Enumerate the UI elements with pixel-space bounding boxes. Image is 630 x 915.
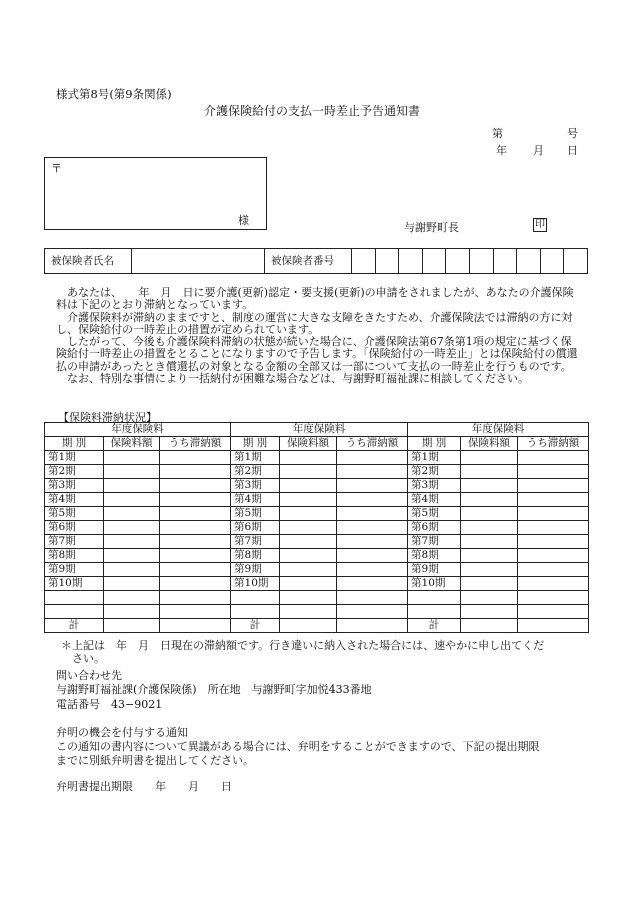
arrears-cell <box>518 451 589 465</box>
arrears-cell <box>337 577 408 591</box>
period-cell: 第5期 <box>408 507 461 521</box>
period-cell: 第1期 <box>231 451 280 465</box>
arrears-cell <box>337 465 408 479</box>
date-year: 年 <box>496 144 507 157</box>
amount-cell <box>104 535 160 549</box>
table-row <box>45 521 589 535</box>
amount-cell <box>104 591 160 605</box>
benmei-deadline: 弁明書提出期限 年 月 日 <box>56 780 232 793</box>
document-title: 介護保険給付の支払一時差止予告通知書 <box>204 104 421 118</box>
column-header: 保険料額 <box>280 437 337 451</box>
arrears-cell <box>160 605 231 619</box>
period-cell: 第10期 <box>45 577 104 591</box>
arrears-cell <box>518 493 589 507</box>
arrears-cell <box>160 563 231 577</box>
benmei-heading: 弁明の機会を付与する通知 <box>56 726 188 739</box>
amount-cell <box>280 521 337 535</box>
total-cell: 計 <box>231 619 280 633</box>
insured-number-digit <box>564 249 588 274</box>
amount-cell <box>104 493 160 507</box>
arrears-cell <box>160 493 231 507</box>
amount-cell <box>104 563 160 577</box>
amount-cell <box>461 465 518 479</box>
arrears-cell <box>518 591 589 605</box>
date-day: 日 <box>567 144 578 157</box>
amount-cell <box>280 535 337 549</box>
column-header: うち滞納額 <box>337 437 408 451</box>
period-cell: 第9期 <box>45 563 104 577</box>
period-cell: 第4期 <box>231 493 280 507</box>
arrears-cell <box>337 591 408 605</box>
amount-cell <box>280 507 337 521</box>
amount-cell <box>280 493 337 507</box>
amount-cell <box>461 619 518 633</box>
arrears-cell <box>160 619 231 633</box>
insured-number-digit <box>469 249 493 274</box>
amount-cell <box>104 465 160 479</box>
table-row <box>45 591 589 605</box>
form-number: 様式第8号(第9条関係) <box>56 87 172 101</box>
amount-cell <box>461 591 518 605</box>
body-paragraph: なお、特別な事情により一括納付が困難な場合などは、与謝野町福祉課に相談してください。 <box>67 372 529 386</box>
amount-cell <box>280 465 337 479</box>
year-header: 年度保険料 <box>231 423 408 437</box>
arrears-cell <box>160 577 231 591</box>
amount-cell <box>461 535 518 549</box>
insured-number-digit <box>352 249 376 274</box>
issuer-name: 与謝野町長 <box>404 221 459 234</box>
insured-info-table <box>44 248 588 274</box>
arrears-cell <box>337 563 408 577</box>
arrears-cell <box>337 535 408 549</box>
arrears-cell <box>160 465 231 479</box>
amount-cell <box>461 479 518 493</box>
arrears-cell <box>337 619 408 633</box>
note-line1: ＊上記は 年 月 日現在の滞納額です。行き違いに納入された場合には、速やかに申し出てくだ <box>61 639 545 652</box>
period-cell: 第10期 <box>231 577 280 591</box>
arrears-cell <box>160 451 231 465</box>
arrears-cell <box>518 577 589 591</box>
period-cell: 第1期 <box>45 451 104 465</box>
amount-cell <box>280 549 337 563</box>
table-row <box>45 535 589 549</box>
arrears-cell <box>337 521 408 535</box>
amount-cell <box>280 591 337 605</box>
arrears-cell <box>337 507 408 521</box>
arrears-table <box>44 422 589 633</box>
arrears-cell <box>160 507 231 521</box>
period-cell: 第7期 <box>45 535 104 549</box>
total-cell: 計 <box>408 619 461 633</box>
contact-heading: 問い合わせ先 <box>56 669 122 682</box>
table-row <box>45 507 589 521</box>
arrears-cell <box>160 549 231 563</box>
column-header: 保険料額 <box>461 437 518 451</box>
arrears-cell <box>518 479 589 493</box>
insured-number-digit <box>446 249 470 274</box>
table-row <box>45 577 589 591</box>
column-header: うち滞納額 <box>160 437 231 451</box>
period-cell: 第5期 <box>231 507 280 521</box>
period-cell: 第9期 <box>408 563 461 577</box>
amount-cell <box>280 563 337 577</box>
period-cell: 第7期 <box>408 535 461 549</box>
amount-cell <box>461 577 518 591</box>
amount-cell <box>104 605 160 619</box>
period-cell: 第5期 <box>45 507 104 521</box>
period-cell: 第10期 <box>408 577 461 591</box>
note-line2: さい。 <box>72 652 105 665</box>
amount-cell <box>280 577 337 591</box>
table-row <box>45 451 589 465</box>
arrears-cell <box>160 521 231 535</box>
amount-cell <box>461 451 518 465</box>
period-cell <box>231 591 280 605</box>
amount-cell <box>280 451 337 465</box>
arrears-cell <box>337 479 408 493</box>
insured-number-digit <box>493 249 517 274</box>
period-cell <box>231 605 280 619</box>
amount-cell <box>280 619 337 633</box>
arrears-cell <box>518 619 589 633</box>
period-cell: 第2期 <box>45 465 104 479</box>
period-cell <box>408 605 461 619</box>
contact-office: 与謝野町福祉課(介護保険係) 所在地 与謝野町字加悦433番地 <box>56 683 372 696</box>
period-cell: 第2期 <box>231 465 280 479</box>
column-header: 期 別 <box>45 437 104 451</box>
benmei-line2: までに別紙弁明書を提出してください。 <box>56 754 254 767</box>
insured-number-digit <box>399 249 423 274</box>
period-cell: 第7期 <box>231 535 280 549</box>
year-header: 年度保険料 <box>408 423 589 437</box>
amount-cell <box>280 605 337 619</box>
insured-name-field <box>132 249 265 274</box>
postal-mark: 〒 <box>51 162 62 175</box>
amount-cell <box>104 521 160 535</box>
table-row <box>45 479 589 493</box>
arrears-cell <box>518 549 589 563</box>
total-cell: 計 <box>45 619 104 633</box>
amount-cell <box>461 507 518 521</box>
period-cell: 第3期 <box>231 479 280 493</box>
insured-number-digit <box>540 249 564 274</box>
period-cell: 第4期 <box>45 493 104 507</box>
table-row <box>45 549 589 563</box>
insured-name-label: 被保険者氏名 <box>45 249 132 274</box>
arrears-cell <box>337 493 408 507</box>
insured-number-digit <box>517 249 541 274</box>
period-cell: 第3期 <box>45 479 104 493</box>
table-row <box>45 465 589 479</box>
doc-no-dai: 第 <box>492 127 503 140</box>
arrears-cell <box>518 605 589 619</box>
arrears-cell <box>160 479 231 493</box>
seal-mark: 印 <box>535 219 545 230</box>
column-header: うち滞納額 <box>518 437 589 451</box>
arrears-cell <box>337 605 408 619</box>
amount-cell <box>104 479 160 493</box>
arrears-cell <box>518 465 589 479</box>
column-header: 期 別 <box>231 437 280 451</box>
insured-number-digit <box>375 249 399 274</box>
doc-no-go: 号 <box>567 127 578 140</box>
amount-cell <box>461 563 518 577</box>
period-cell: 第8期 <box>231 549 280 563</box>
body-paragraph: あなたは、 年 月 日に要介護(更新)認定・要支援(更新)の申請をされましたが、あなたの介護保険料は下記のとおり滞納となっています。 <box>56 286 574 312</box>
period-cell: 第6期 <box>408 521 461 535</box>
period-cell: 第9期 <box>231 563 280 577</box>
period-cell: 第6期 <box>231 521 280 535</box>
table-row <box>45 605 589 619</box>
benmei-line1: この通知の書内容について異議がある場合には、弁明をすることができますので、下記の提出期限 <box>56 740 540 753</box>
amount-cell <box>461 549 518 563</box>
arrears-cell <box>518 563 589 577</box>
arrears-cell <box>518 507 589 521</box>
arrears-cell <box>518 535 589 549</box>
amount-cell <box>104 577 160 591</box>
period-cell <box>45 591 104 605</box>
honorific-sama: 様 <box>238 214 249 227</box>
arrears-cell <box>160 591 231 605</box>
date-month: 月 <box>533 144 544 157</box>
period-cell: 第6期 <box>45 521 104 535</box>
period-cell: 第4期 <box>408 493 461 507</box>
amount-cell <box>104 619 160 633</box>
column-header: 保険料額 <box>104 437 160 451</box>
period-cell: 第8期 <box>408 549 461 563</box>
amount-cell <box>104 549 160 563</box>
period-cell <box>45 605 104 619</box>
amount-cell <box>461 493 518 507</box>
amount-cell <box>461 521 518 535</box>
arrears-cell <box>337 549 408 563</box>
period-cell: 第2期 <box>408 465 461 479</box>
arrears-cell <box>518 521 589 535</box>
column-header: 期 別 <box>408 437 461 451</box>
address-box <box>44 157 267 230</box>
contact-phone: 電話番号 43−9021 <box>56 698 163 711</box>
period-cell: 第1期 <box>408 451 461 465</box>
year-header: 年度保険料 <box>45 423 231 437</box>
table-row <box>45 493 589 507</box>
table-row <box>45 563 589 577</box>
period-cell <box>408 591 461 605</box>
amount-cell <box>104 451 160 465</box>
insured-number-digit <box>422 249 446 274</box>
period-cell: 第8期 <box>45 549 104 563</box>
period-cell: 第3期 <box>408 479 461 493</box>
table-caption: 【保険料滞納状況】 <box>58 411 157 424</box>
arrears-cell <box>337 451 408 465</box>
arrears-cell <box>160 535 231 549</box>
amount-cell <box>104 507 160 521</box>
body-paragraph: したがって、今後も介護保険料滞納の状態が続いた場合に、介護保険法第67条第1項の規定に基づく保険給付一時差止の措置をとることになりますので予告します。「保険給付の一時差止」とは保険給付の償還払の申請があったとき償還払の対象となる金額の全部又は一部について支払の一時差止を行うものです。 <box>56 335 578 373</box>
body-paragraph: 介護保険料が滞納のままですと、制度の運営に大きな支障をきたすため、介護保険法では滞納の方に対し、保険給付の一時差止の措置が定められています。 <box>56 310 573 336</box>
insured-number-label: 被保険者番号 <box>265 249 352 274</box>
amount-cell <box>461 605 518 619</box>
amount-cell <box>280 479 337 493</box>
body-text <box>56 287 580 385</box>
